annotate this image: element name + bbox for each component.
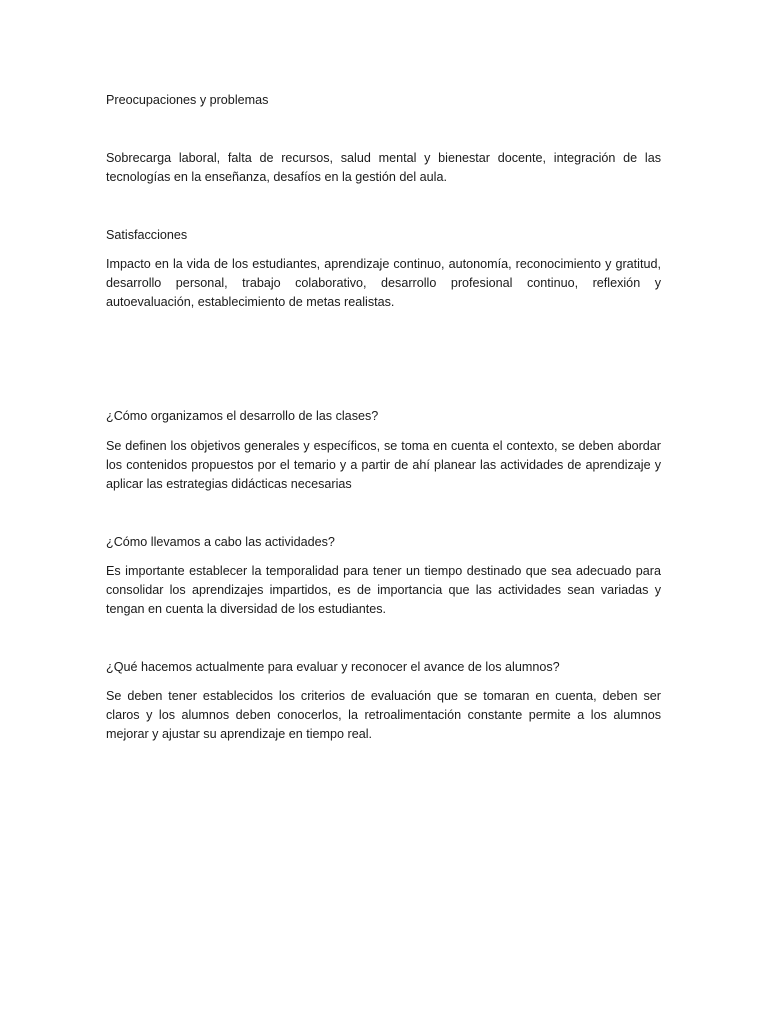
heading-actividades: ¿Cómo llevamos a cabo las actividades? [106,535,335,549]
heading-evaluacion: ¿Qué hacemos actualmente para evaluar y reconocer el avance de los alumnos? [106,660,560,674]
heading-organizacion-clases: ¿Cómo organizamos el desarrollo de las clases? [106,409,379,423]
paragraph-preocupaciones: Sobrecarga laboral, falta de recursos, salud mental y bienestar docente, integración de las tecnologías en la enseñanza, desafíos en la gestión del aula. [106,151,661,184]
paragraph-actividades: Es importante establecer la temporalidad para tener un tiempo destinado que sea adecuado para consolidar los aprendizajes impartidos, es de importancia que las actividades sean variadas y tengan en cuenta la diversidad de los estudiantes. [106,564,661,616]
paragraph-satisfacciones: Impacto en la vida de los estudiantes, aprendizaje continuo, autonomía, reconocimiento y gratitud, desarrollo personal, trabajo colaborativo, desarrollo profesional continuo, reflexión y autoevaluación, establecimiento de metas realistas. [106,257,661,309]
heading-preocupaciones: Preocupaciones y problemas [106,93,269,107]
paragraph-evaluacion: Se deben tener establecidos los criterios de evaluación que se tomaran en cuenta, deben ser claros y los alumnos deben conocerlos, la retroalimentación constante permite a los alumnos mejorar y ajustar su aprendizaje en tiempo real. [106,689,661,741]
paragraph-organizacion-clases: Se definen los objetivos generales y específicos, se toma en cuenta el contexto, se deben abordar los contenidos propuestos por el temario y a partir de ahí planear las actividades de aprendizaje y aplicar las estrategias didácticas necesarias [106,439,661,491]
heading-satisfacciones: Satisfacciones [106,228,188,242]
